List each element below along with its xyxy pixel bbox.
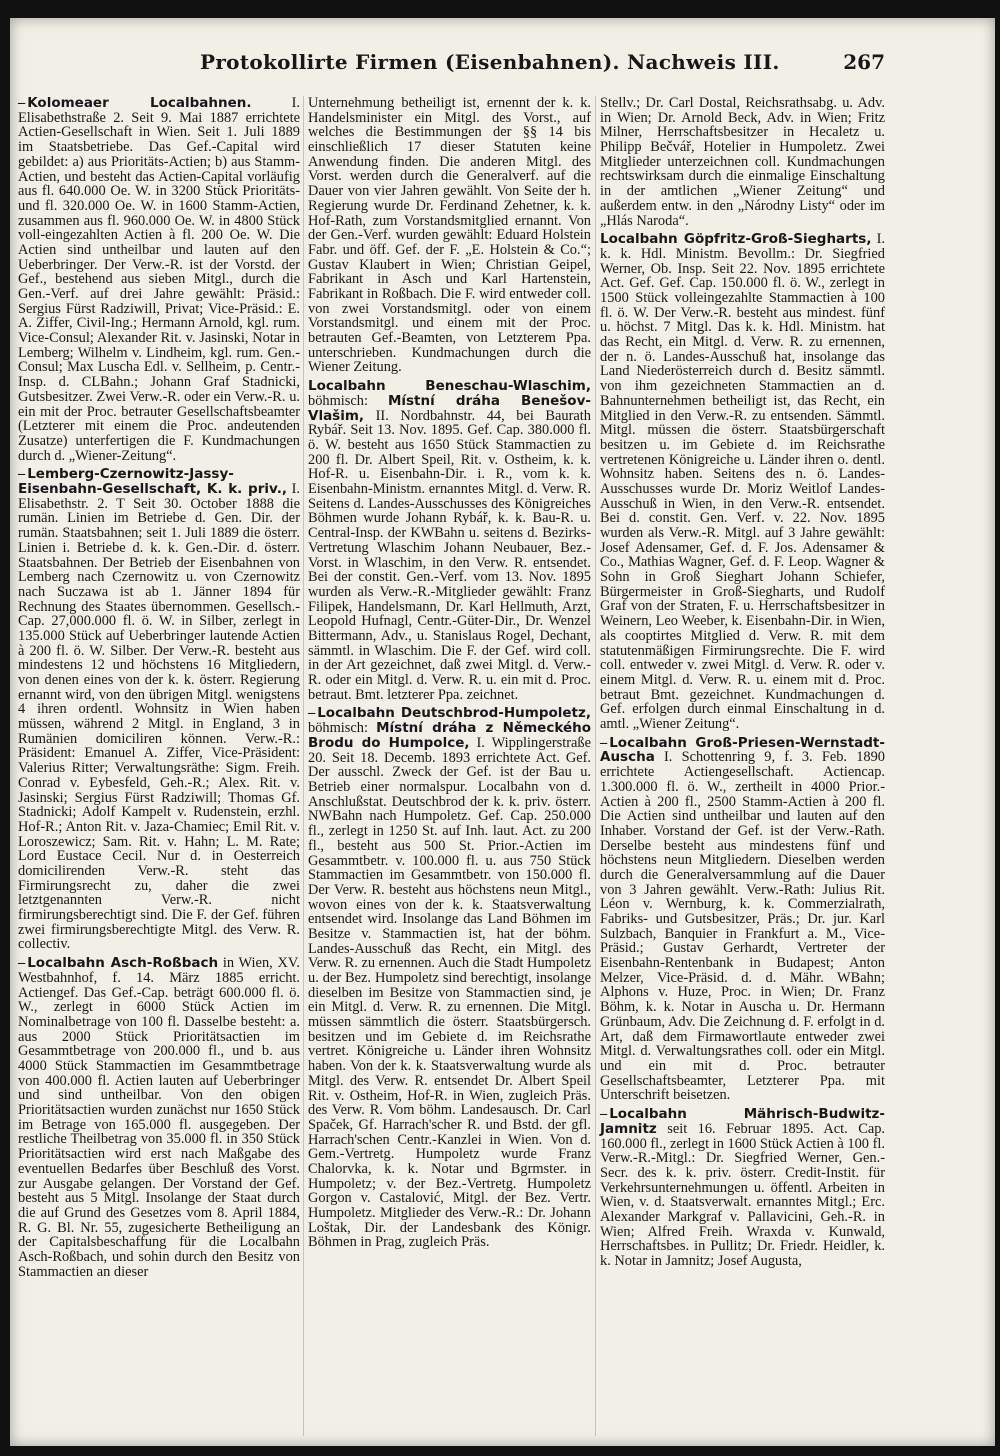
column-left: [18, 96, 300, 1283]
entry-name: Localbahn Asch-Roßbach: [27, 955, 219, 972]
entry-localbahn-asch-rossbach: [18, 956, 300, 1279]
column-middle: [308, 96, 591, 1254]
entry-dash: –: [600, 1105, 608, 1122]
entry-dash: –: [308, 705, 316, 722]
entry-name: Localbahn Deutschbrod-Humpoletz,: [317, 705, 591, 722]
entry-text: I. Schottenring 9, f. 3. Feb. 1890 errichtete Actiengesellschaft. Actiencap. 1.300.000 fl. ö. W., zertheilt in 4000 Prior.-Actien à 200 fl., 2500 Stamm-Actien à 200 fl. Die Actien sind untheilbar und lauten auf den Inhaber. Vorstand der Gef. ist der Verw.-Rath. Derselbe besteht aus mindestens fünf und höchstens neun Mitgliedern. Dieselben werden durch die Generalversammlung auf die Dauer von 3 Jahren gewählt. Verw.-Rath: Julius Rit. Léon v. Wernburg, k. k. Commerzialrath, Fabriks- und Gutsbesitzer, Präs.; Dr. jur. Karl Sulzbach, Banquier in Frankfurt a. M., Vice-Präsid.; Gustav Gerhardt, Vertreter der Eisenbahn-Rentenbank in Budapest; Anton Melzer, Vice-Präsid. d. d. Mähr. WBahn; Alphons v. Huze, Proc. in Wien; Dr. Franz Böhm, k. k. Notar in Auscha u. Dr. Hermann Grünbaum, Adv. Die Zeichnung d. F. erfolgt in d. Art, daß dem Firmawortlaute entweder zwei Mitgl. d. Verwaltungsrathes coll. oder ein Mitgl. und ein mit d. Proc. betrauter Gesellschaftsbeamter, Letzterer Ppa. mit Unterschrift beisetzen.: [600, 749, 885, 1104]
page-number: 267: [843, 50, 885, 74]
entry-czech-name: Místní dráha Benešov-Vlašim,: [308, 392, 591, 424]
entry-text: in Wien, XV. Westbahnhof, f. 14. März 1885 erricht. Actiengef. Das Gef.-Cap. beträgt 600.000 fl. ö. W., zerlegt in 6000 Stück Actien im Nominalbetrage von 100 fl. Dasselbe besteht: a. aus 2000 Stück Prioritätsactien im Gesammtbetrage von 200.000 fl., und b. aus 4000 Stück Stammactien im Gesammtbetrage von 400.000 fl. Actien lauten auf Ueberbringer und sind untheilbar. Von den obigen Prioritätsactien wurden zunächst nur 1650 Stück im Betrage von 165.000 fl. ausgegeben. Der restliche Theilbetrag von 35.000 fl. in 350 Stück Prioritätsactien wird erst nach Maßgabe des eventuellen Bedarfes über Beschluß des Vorst. zur Ausgabe gelangen. Der Vorstand der Gef. besteht aus 5 Mitgl. Insolange der Staat durch die auf Grund des Gesetzes vom 8. April 1884, R. G. Bl. Nr. 55, zugesicherte Betheiligung an der Capitalsbeschaffung für die Localbahn Asch-Roßbach, und sohin durch den Besitz von Stammactien an dieser: [18, 955, 300, 1280]
entry-text: II. Nordbahnstr. 44, bei Baurath Rybář. Seit 13. Nov. 1895. Gef. Cap. 380.000 fl. ö. W. besteht aus 1650 Stück Stammactien zu 200 fl. Dr. Albert Speil, Rit. v. Ostheim, k. k. Hof-R. u. Eisenbahn-Dir. i. R., vom k. k. Eisenbahn-Ministm. ernanntes Mitgl. d. Verw. R. Seitens d. Landes-Ausschusses des Königreiches Böhmen wurde Johann Rybář, k. k. Bau-R. u. Central-Insp. der KWBahn u. seitens d. Bezirks-Vertretung Wlaschim Johann Neubauer, Bez.-Vorst. in Wlaschim, in den Verw. R. entsendet. Bei der constit. Gen.-Verf. vom 13. Nov. 1895 wurden als Verw.-R.-Mitglieder gewählt: Franz Filipek, Handelsmann, Dr. Karl Hellmuth, Arzt, Leopold Hufnagl, Centr.-Güter-Dir., Dr. Wenzel Bittermann, Adv., u. Stanislaus Rogel, Dechant, sämmtl. in Wlaschim. Die F. der Gef. wird coll. in der Art gezeichnet, daß zwei Mitgl. d. Verw.-R. oder ein Mitgl. d. Verw. R. u. ein mit d. Proc. betraut. Bmt. letzterer Ppa. zeichnet.: [308, 407, 591, 703]
entry-prefix: böhmisch:: [308, 392, 368, 409]
entry-name: Localbahn Mährisch-Budwitz-Jamnitz: [600, 1105, 885, 1137]
entry-localbahn-goepfritz-gross-siegharts: [600, 232, 885, 731]
entry-localbahn-beneschau-wlaschim: [308, 379, 591, 702]
entry-lemberg-czernowitz-jassy: [18, 467, 300, 952]
entry-continuation: Stellv.; Dr. Carl Dostal, Reichsrathsabg. u. Adv. in Wien; Dr. Arnold Beck, Adv. in Wien; Fritz Milner, Herrschaftsbesitzer in Hecaletz u. Philipp Bečvář, Hotelier in Humpoletz. Zwei Mitglieder unterzeichnen coll. Kundmachungen rechtswirksam durch die einmalige Einschaltung in der amtlichen „Wiener Zeitung“ und außerdem entw. in den „Národny Listy“ oder im „Hlás Naroda“.: [600, 95, 885, 229]
entry-dash: –: [18, 955, 26, 972]
entry-name: Localbahn Beneschau-Wlaschim,: [308, 378, 591, 395]
entry-continuation: Unternehmung betheiligt ist, ernennt der k. k. Handelsminister ein Mitgl. des Vorst., auf welches die Bestimmungen der §§ 14 bis einschließlich 17 dieser Statuten keine Anwendung finden. Die anderen Mitgl. des Vorst. werden durch die Generalverf. auf die Dauer von vier Jahren gewählt. Von Seite der h. Regierung wurde Dr. Ferdinand Zehetner, k. k. Hof-Rath, zum Vorstandsmitglied ernannt. Von der Gen.-Verf. wurden gewählt: Eduard Holstein Fabr. und öff. Gef. der F. „E. Holstein & Co.“; Gustav Klaubert in Wien; Christian Geipel, Fabrikant in Asch und Karl Hartenstein, Fabrikant in Roßbach. Die F. wird entweder coll. von zwei Vorstandsmitgl. oder von einem Vorstandsmitgl. und einem mit der Proc. betrauten Gef.-Beamten, von Letzterem Ppa. unterschrieben. Kundmachungen durch die Wiener Zeitung.: [308, 95, 591, 376]
page-header: [10, 50, 995, 90]
entry-localbahn-gross-priesen-wernstadt-auscha: [600, 736, 885, 1103]
entry-dash: –: [600, 734, 608, 751]
entry-name: Lemberg-Czernowitz-Jassy-Eisenbahn-Gesellschaft, K. k. priv.,: [18, 466, 287, 498]
column-divider: [595, 96, 596, 1436]
page-title: Protokollirte Firmen (Eisenbahnen). Nachweis III.: [200, 50, 780, 74]
entry-kolomeaer-localbahnen: [18, 96, 300, 463]
entry-name: Localbahn Groß-Priesen-Wernstadt-Auscha: [600, 734, 885, 766]
column-right: [600, 96, 885, 1273]
entry-czech-name: Místní dráha z Německého Brodu do Humpolce,: [308, 720, 591, 751]
entry-localbahn-deutschbrod-humpoletz: [308, 706, 591, 1250]
document-page: [10, 18, 995, 1446]
entry-localbahn-maehrisch-budwitz-jamnitz: [600, 1107, 885, 1269]
column-divider: [303, 96, 304, 1436]
entry-dash: –: [18, 95, 26, 111]
entry-prefix: böhmisch:: [308, 720, 368, 737]
entry-text: I. Elisabethstraße 2. Seit 9. Mai 1887 errichtete Actien-Gesellschaft in Wien. Seit 1. Juli 1889 im Staatsbetriebe. Das Gef.-Capital wird gebildet: a) aus Prioritäts-Actien; b) aus Stamm-Actien, und besteht das Actien-Capital vorläufig aus fl. 640.000 Oe. W. in 3200 Stück Prioritäts- und fl. 320.000 Oe. W. in 1600 Stamm-Actien, zusammen aus fl. 960.000 Oe. W. in 4800 Stück voll-eingezahlten Actien à fl. 200 Oe. W. Die Actien sind untheilbar und lauten auf den Ueberbringer. Der Verw.-R. ist der Vorstd. der Gef., bestehend aus sieben Mitgl., durch die Gen.-Verf. auf drei Jahre gewählt: Präsid.: Sergius Fürst Radziwill, Privat; Vice-Präsid.: E. A. Ziffer, Civil-Ing.; Hermann Arnold, kgl. rum. Vice-Consul; Alexander Rit. v. Jasinski, Notar in Lemberg; Wilhelm v. Lindheim, kgl. rum. Gen.-Consul; Max Luscha Edl. v. Sellheim, p. Centr.-Insp. d. CLBahn.; Johann Graf Stadnicki, Gutsbesitzer. Zwei Verw.-R. oder ein Verw.-R. u. ein mit der Proc. betrauter Gesellschaftsbeamter (Letzterer mit einem die Proc. andeutenden Zusatze) unterfertigen die F. Kundmachungen durch d. „Wiener-Zeitung“.: [18, 95, 300, 464]
entry-dash: –: [18, 466, 26, 483]
entry-text: seit 16. Februar 1895. Act. Cap. 160.000 fl., zerlegt in 1600 Stück Actien à 100 fl. Verw.-R.-Mitgl.: Dr. Siegfried Werner, Gen.-Secr. des k. k. priv. österr. Credit-Instit. für Verkehrsunternehmungen u. öffentl. Arbeiten in Wien, v. d. Staatsverwalt. ernanntes Mitgl.; Erc. Alexander Markgraf v. Pallavicini, Geh.-R. in Wien; Alfred Freih. Wraxda v. Kunwald, Herrschaftsbes. in Pullitz; Dr. Friedr. Heidler, k. k. Notar in Jamnitz; Josef Augusta,: [600, 1120, 885, 1270]
entry-text: I. Wipplingerstraße 20. Seit 18. Decemb. 1893 errichtete Act. Gef. Der ausschl. Zweck der Gef. ist der Bau u. Betrieb einer normalspur. Localbahn von d. Anschlußstat. Deutschbrod der k. k. priv. österr. NWBahn nach Humpoletz. Gef. Cap. 250.000 fl., zerlegt in 1250 St. auf Inh. laut. Act. zu 200 fl., besteht aus 500 St. Prior.-Actien im Gesammtbetr. v. 100.000 fl. u. aus 750 Stück Stammactien im Gesammtbetr. von 150.000 fl. Der Verw. R. besteht aus höchstens neun Mitgl., wovon eines von der k. k. Staatsverwaltung entsendet wird. Insolange das Land Böhmen im Besitze v. Stammactien ist, hat der böhm. Landes-Ausschuß das Recht, ein Mitgl. des Verw. R. zu ernennen. Auch die Stadt Humpoletz u. der Bez. Humpoletz sind berechtigt, insolange dieselben im Besitze von Stammactien sind, je ein Mitgl. d. Verw. R. zu ernennen. Die Mitgl. müssen sämmtlich die österr. Staatsbürgersch. besitzen und im Gebiete d. im Reichsrathe vertret. Königreiche u. Länder ihren Wohnsitz haben. Von der k. k. Staatsverwaltung wurde als Mitgl. des Verw. R. entsendet Dr. Albert Speil Rit. v. Ostheim, Hof-R. in Wien, zugleich Präs. des Verw. R. Vom böhm. Landesausch. Dr. Carl Spaček, Gf. Harrach'scher R. und Bstd. der gfl. Harrach'schen Centr.-Kanzlei in Wien. Von d. Gem.-Vertretg. Humpoletz wurde Franz Chalorvka, k. k. Notar und Bgrmster. in Humpoletz; v. der Bez.-Vertretg. Humpoletz Gorgon v. Castalović, Mitgl. der Bez. Vertr. Humpoletz. Mitglieder des Verw.-R.: Dr. Johann Loštak, Dir. der Landesbank des Königr. Böhmen in Prag, zugleich Präs.: [308, 734, 591, 1251]
entry-text: I. k. k. Hdl. Ministm. Bevollm.: Dr. Siegfried Werner, Ob. Insp. Seit 22. Nov. 1895 errichtete Act. Gef. Gef. Cap. 150.000 fl. ö. W., zerlegt in 1500 Stück volleingezahlte Stammactien à 100 fl. ö. W. Der Verw.-R. besteht aus mindest. fünf u. höchst. 7 Mitgl. Das k. k. Hdl. Ministm. hat das Recht, ein Mitgl. d. Verw. R. zu ernennen, der n. ö. Landes-Ausschuß hat, insolange das Land Niederösterreich durch d. Besitz sämmtl. von ihm gezeichneten Stammactien an d. Bahnunternehmen betheiligt ist, das Recht, ein Mitglied in den Verw.-R. zu entsenden. Sämmtl. Mitgl. müssen die österr. Staatsbürgerschaft besitzen u. im Gebiete d. im Reichsrathe vertretenen Königreiche u. Länder ihren o. dentl. Wohnsitz haben. Seitens des n. ö. Landes-Ausschusses wurde Dr. Moriz Weitlof Landes-Ausschuß in Wien, in den Verw.-R. entsendet. Bei d. constit. Gen. Verf. v. 22. Nov. 1895 wurden als Verw.-R. Mitgl. auf 3 Jahre gewählt: Josef Adensamer, Gef. d. F. Jos. Adensamer & Co., Mathias Wagner, Gef. d. F. Leop. Wagner & Sohn in Groß Sieghart Johann Schiefer, Bürgermeister in Groß-Siegharts, und Rudolf Graf von der Straten, F. u. Herrschaftsbesitzer in Weinern, Leo Weeber, k. Eisenbahn-Dir. in Wien, als cooptirtes Mitglied d. Verw. R. mit dem statutenmäßigen Firmirungsrechte. Die F. wird coll. entweder v. zwei Mitgl. d. Verw. R. oder v. einem Mitgl. d. Verw. R. u. einem mit d. Proc. betraut Bmt. gezeichnet. Kundmachungen d. Gef. erfolgen durch einmal Einschaltung in d. amtl. „Wiener Zeitung“.: [600, 231, 885, 732]
entry-text: I. Elisabethstr. 2. T Seit 30. October 1888 die rumän. Linien im Betriebe d. Gen. Dir. der rumän. Staatsbahnen; seit 1. Juli 1889 die österr. Linien i. Betriebe d. k. k. Gen.-Dir. d. österr. Staatsbahnen. Der Betrieb der Eisenbahnen von Lemberg nach Czernowitz u. von Czernowitz nach Suczawa ist ab 1. Jänner 1894 für Rechnung des Staates übernommen. Gesellsch.-Cap. 27,000.000 fl. ö. W. in Silber, zerlegt in 135.000 Stück auf Ueberbringer lautende Actien à 200 fl. ö. W. Silber. Der Verw.-R. besteht aus mindestens 12 und höchstens 16 Mitgliedern, von denen eines von der k. k. österr. Regierung ernannt wird, von den übrigen Mitgl. wenigstens 4 ihren ordentl. Wohnsitz in Wien haben müssen, während 2 Mitgl. in England, 3 in Rumänien domiciliren können. Verw.-R.: Präsident: Emanuel A. Ziffer, Vice-Präsident: Valerius Ritter; Verwaltungsräthe: Sigm. Freih. Conrad v. Eybesfeld, Geh.-R.; Alex. Rit. v. Jasinski; Sergius Fürst Radziwill; Thomas Gf. Stadnicki; Adolf Kampelt v. Rudenstein, erzhl. Hof-R.; Anton Rit. v. Jaza-Chamiec; Emil Rit. v. Loroszewicz; Sam. Rit. v. Hahn; L. M. Rate; Lord Eustace Cecil. Nur d. in Oesterreich domicilirenden Verw.-R. steht das Firmirungsrecht zu, daher die zwei letztgenannten Verw.-R. nicht firmirungsberechtigt sind. Die F. der Gef. führen zwei firmirungsberechtigte Mitgl. des Verw. R. collectiv.: [18, 481, 300, 953]
entry-name: Localbahn Göpfritz-Groß-Siegharts,: [600, 231, 872, 248]
entry-name: Kolomeaer Localbahnen.: [27, 95, 252, 111]
